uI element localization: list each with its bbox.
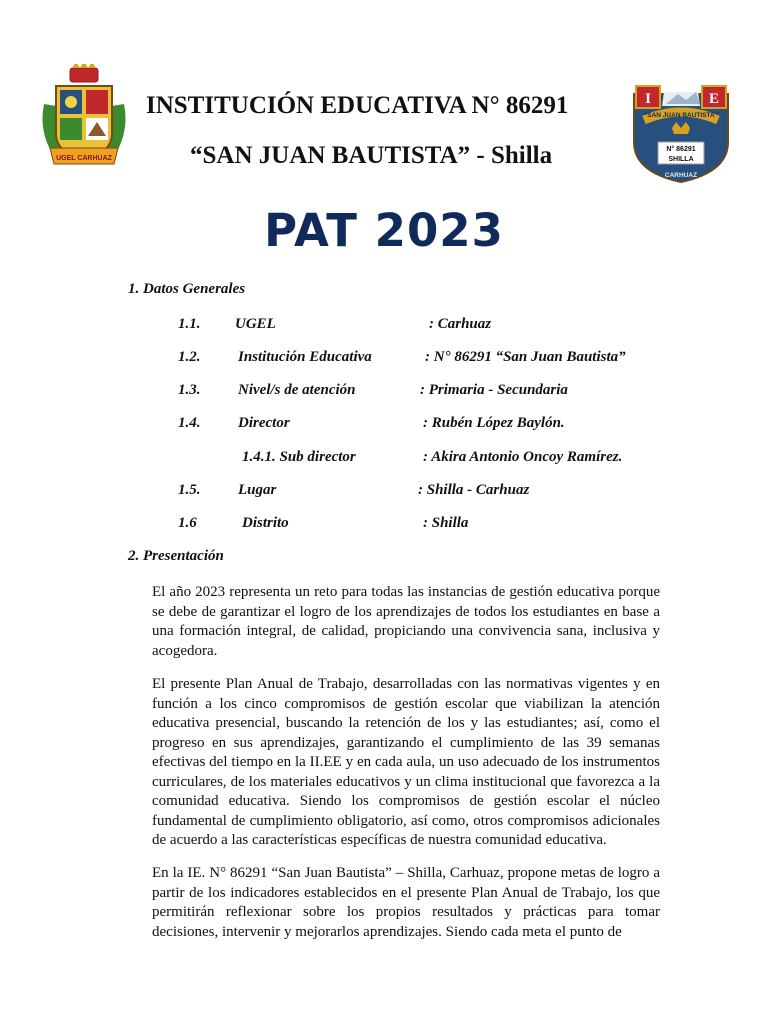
row-label: Director — [238, 415, 290, 431]
shield-letter-right: E — [708, 91, 720, 107]
row-number: 1.2. — [178, 349, 201, 365]
row-value: : Carhuaz — [429, 316, 492, 332]
row-number: 1.3. — [178, 382, 201, 398]
general-data-row — [0, 515, 768, 535]
shield-plate-line1: N° 86291 — [666, 146, 696, 153]
row-label: Institución Educativa — [238, 349, 372, 365]
paragraph: En la IE. N° 86291 “San Juan Bautista” – Shilla, Carhuaz, propone metas de logro a partir de los indicadores establecidos en el presente Plan Anual de Trabajo, los que permitirán reflexionar sobre los propios resultados y prácticas para tomar decisiones, intervenir y mejorarlos aprendizajes. Siendo cada meta el punto de — [152, 865, 660, 940]
section-heading-presentacion: 2. Presentación — [128, 548, 224, 564]
general-data-row — [0, 382, 768, 402]
general-data-row — [0, 349, 768, 369]
row-label: Distrito — [242, 515, 289, 531]
row-number: 1.1. — [178, 316, 201, 332]
general-data-row — [0, 449, 768, 469]
shield-plate-line2: SHILLA — [668, 156, 694, 163]
paragraph: El año 2023 representa un reto para todas las instancias de gestión educativa porque se debe de garantizar el logro de los aprendizajes de todos los estudiantes en base a una formación integral, de calidad, propiciando una convivencia sana, inclusiva y acogedora. — [152, 584, 660, 659]
row-label: 1.4.1. Sub director — [242, 449, 356, 465]
row-value: : Shilla - Carhuaz — [418, 482, 530, 498]
institution-subtitle: “SAN JUAN BAUTISTA” - Shilla — [190, 142, 553, 169]
document-title: PAT 2023 — [264, 204, 504, 257]
row-label: UGEL — [235, 316, 276, 332]
ugel-carhuaz-crest-icon — [36, 64, 132, 172]
general-data-row — [0, 415, 768, 435]
row-number: 1.6 — [178, 515, 197, 531]
row-number: 1.5. — [178, 482, 201, 498]
paragraph: El presente Plan Anual de Trabajo, desarrolladas con las normativas vigentes y en función a los cinco compromisos de gestión escolar que viabilizan la atención educativa presencial, buscando la retención de los y las estudiantes; así, como el progreso en sus aprendizajes, garantizando el cumplimiento de las 39 semanas efectivas del tiempo en la II.EE y en cada aula, un uso adecuado de los instrumentos curriculares, de los materiales educativos y un clima institucional que favorezca a la comunidad educativa. Siendo los compromisos de gestión escolar el núcleo fundamental de cumplimiento obligatorio, así como, otros compromisos adicionales de acuerdo a las características específicas de nuestra comunidad educativa. — [152, 676, 660, 848]
section-heading-datos-generales: 1. Datos Generales — [128, 281, 246, 297]
row-value: : Shilla — [423, 515, 469, 531]
row-number: 1.4. — [178, 415, 201, 431]
shield-letter-left: I — [645, 91, 651, 107]
row-value: : Rubén López Baylón. — [423, 415, 565, 431]
row-value: : Akira Antonio Oncoy Ramírez. — [423, 449, 623, 465]
row-label: Nivel/s de atención — [238, 382, 356, 398]
general-data-row — [0, 316, 768, 336]
school-shield-crest-icon — [628, 84, 734, 184]
institution-title: INSTITUCIÓN EDUCATIVA N° 86291 — [146, 92, 569, 119]
shield-banner-text: “SAN JUAN BAUTISTA” — [644, 112, 718, 119]
row-value: : N° 86291 “San Juan Bautista” — [425, 349, 626, 365]
general-data-row — [0, 482, 768, 502]
row-label: Lugar — [238, 482, 277, 498]
ugel-caption: UGEL CARHUAZ — [56, 155, 112, 162]
shield-bottom-text: CARHUAZ — [664, 172, 698, 179]
row-value: : Primaria - Secundaria — [420, 382, 568, 398]
